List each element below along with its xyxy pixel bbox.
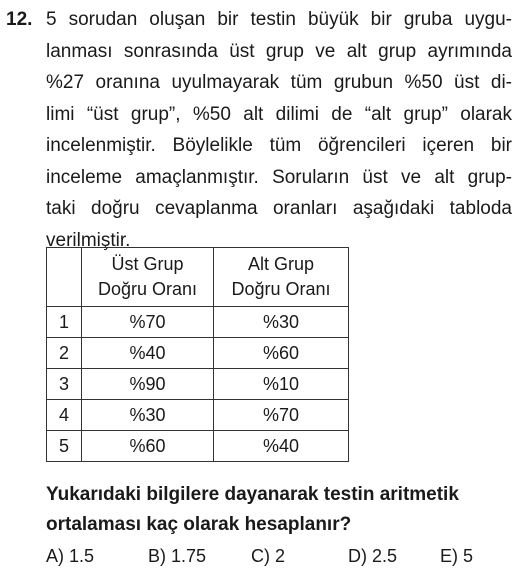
ust-value: %90 <box>82 369 214 400</box>
stem-line: lanması sonrasında üst grup ve alt grup ayrımında <box>46 40 512 62</box>
option-a[interactable]: A) 1.5 <box>46 546 95 566</box>
answer-options <box>46 543 516 569</box>
table-row <box>47 431 349 462</box>
table-row <box>47 400 349 431</box>
stem-line: taki doğru cevaplanma oranları aşağıdaki tabloda <box>46 198 512 219</box>
header-alt-line1: Alt Grup <box>247 254 315 274</box>
table-row <box>47 338 349 369</box>
question-stem <box>46 4 512 256</box>
prompt-line: Yukarıdaki bilgilere dayanarak testin aritmetik <box>46 484 459 505</box>
row-index: 5 <box>47 431 82 462</box>
header-alt-grup <box>214 248 349 307</box>
stem-line: %27 oranına uyulmayarak tüm grubun %50 üst di- <box>46 72 512 93</box>
stem-line: incelenmiştir. Böylelikle tüm öğrencileri içeren bir <box>46 135 512 156</box>
stem-line: limi “üst grup”, %50 alt dilimi de “alt grup” olarak <box>46 103 512 125</box>
alt-value: %70 <box>214 400 349 431</box>
alt-value: %30 <box>214 307 349 338</box>
table-row <box>47 369 349 400</box>
header-ust-grup <box>82 248 214 307</box>
ust-value: %30 <box>82 400 214 431</box>
ust-value: %70 <box>82 307 214 338</box>
stem-line: inceleme amaçlanmıştır. Soruların üst ve alt grup- <box>46 166 512 188</box>
question-prompt <box>46 480 516 540</box>
row-index: 1 <box>47 307 82 338</box>
ust-value: %40 <box>82 338 214 369</box>
header-alt-line2: Doğru Oranı <box>231 279 331 299</box>
option-b[interactable]: B) 1.75 <box>148 546 207 566</box>
row-index: 2 <box>47 338 82 369</box>
alt-value: %40 <box>214 431 349 462</box>
row-index: 4 <box>47 400 82 431</box>
option-d[interactable]: D) 2.5 <box>348 546 398 566</box>
alt-value: %60 <box>214 338 349 369</box>
prompt-line: ortalaması kaç olarak hesaplanır? <box>46 514 352 535</box>
table-header-row <box>47 248 349 307</box>
table-row <box>47 307 349 338</box>
alt-value: %10 <box>214 369 349 400</box>
header-index-cell <box>47 248 82 307</box>
header-ust-line2: Doğru Oranı <box>97 279 198 299</box>
header-ust-line1: Üst Grup <box>111 254 184 274</box>
ratio-table <box>46 247 349 462</box>
row-index: 3 <box>47 369 82 400</box>
stem-line: verilmiştir. <box>46 229 131 251</box>
ust-value: %60 <box>82 431 214 462</box>
question-number: 12. <box>6 9 33 30</box>
option-c[interactable]: C) 2 <box>251 546 286 566</box>
stem-line: 5 sorudan oluşan bir testin büyük bir gruba uygu- <box>46 9 512 30</box>
option-e[interactable]: E) 5 <box>440 546 474 566</box>
